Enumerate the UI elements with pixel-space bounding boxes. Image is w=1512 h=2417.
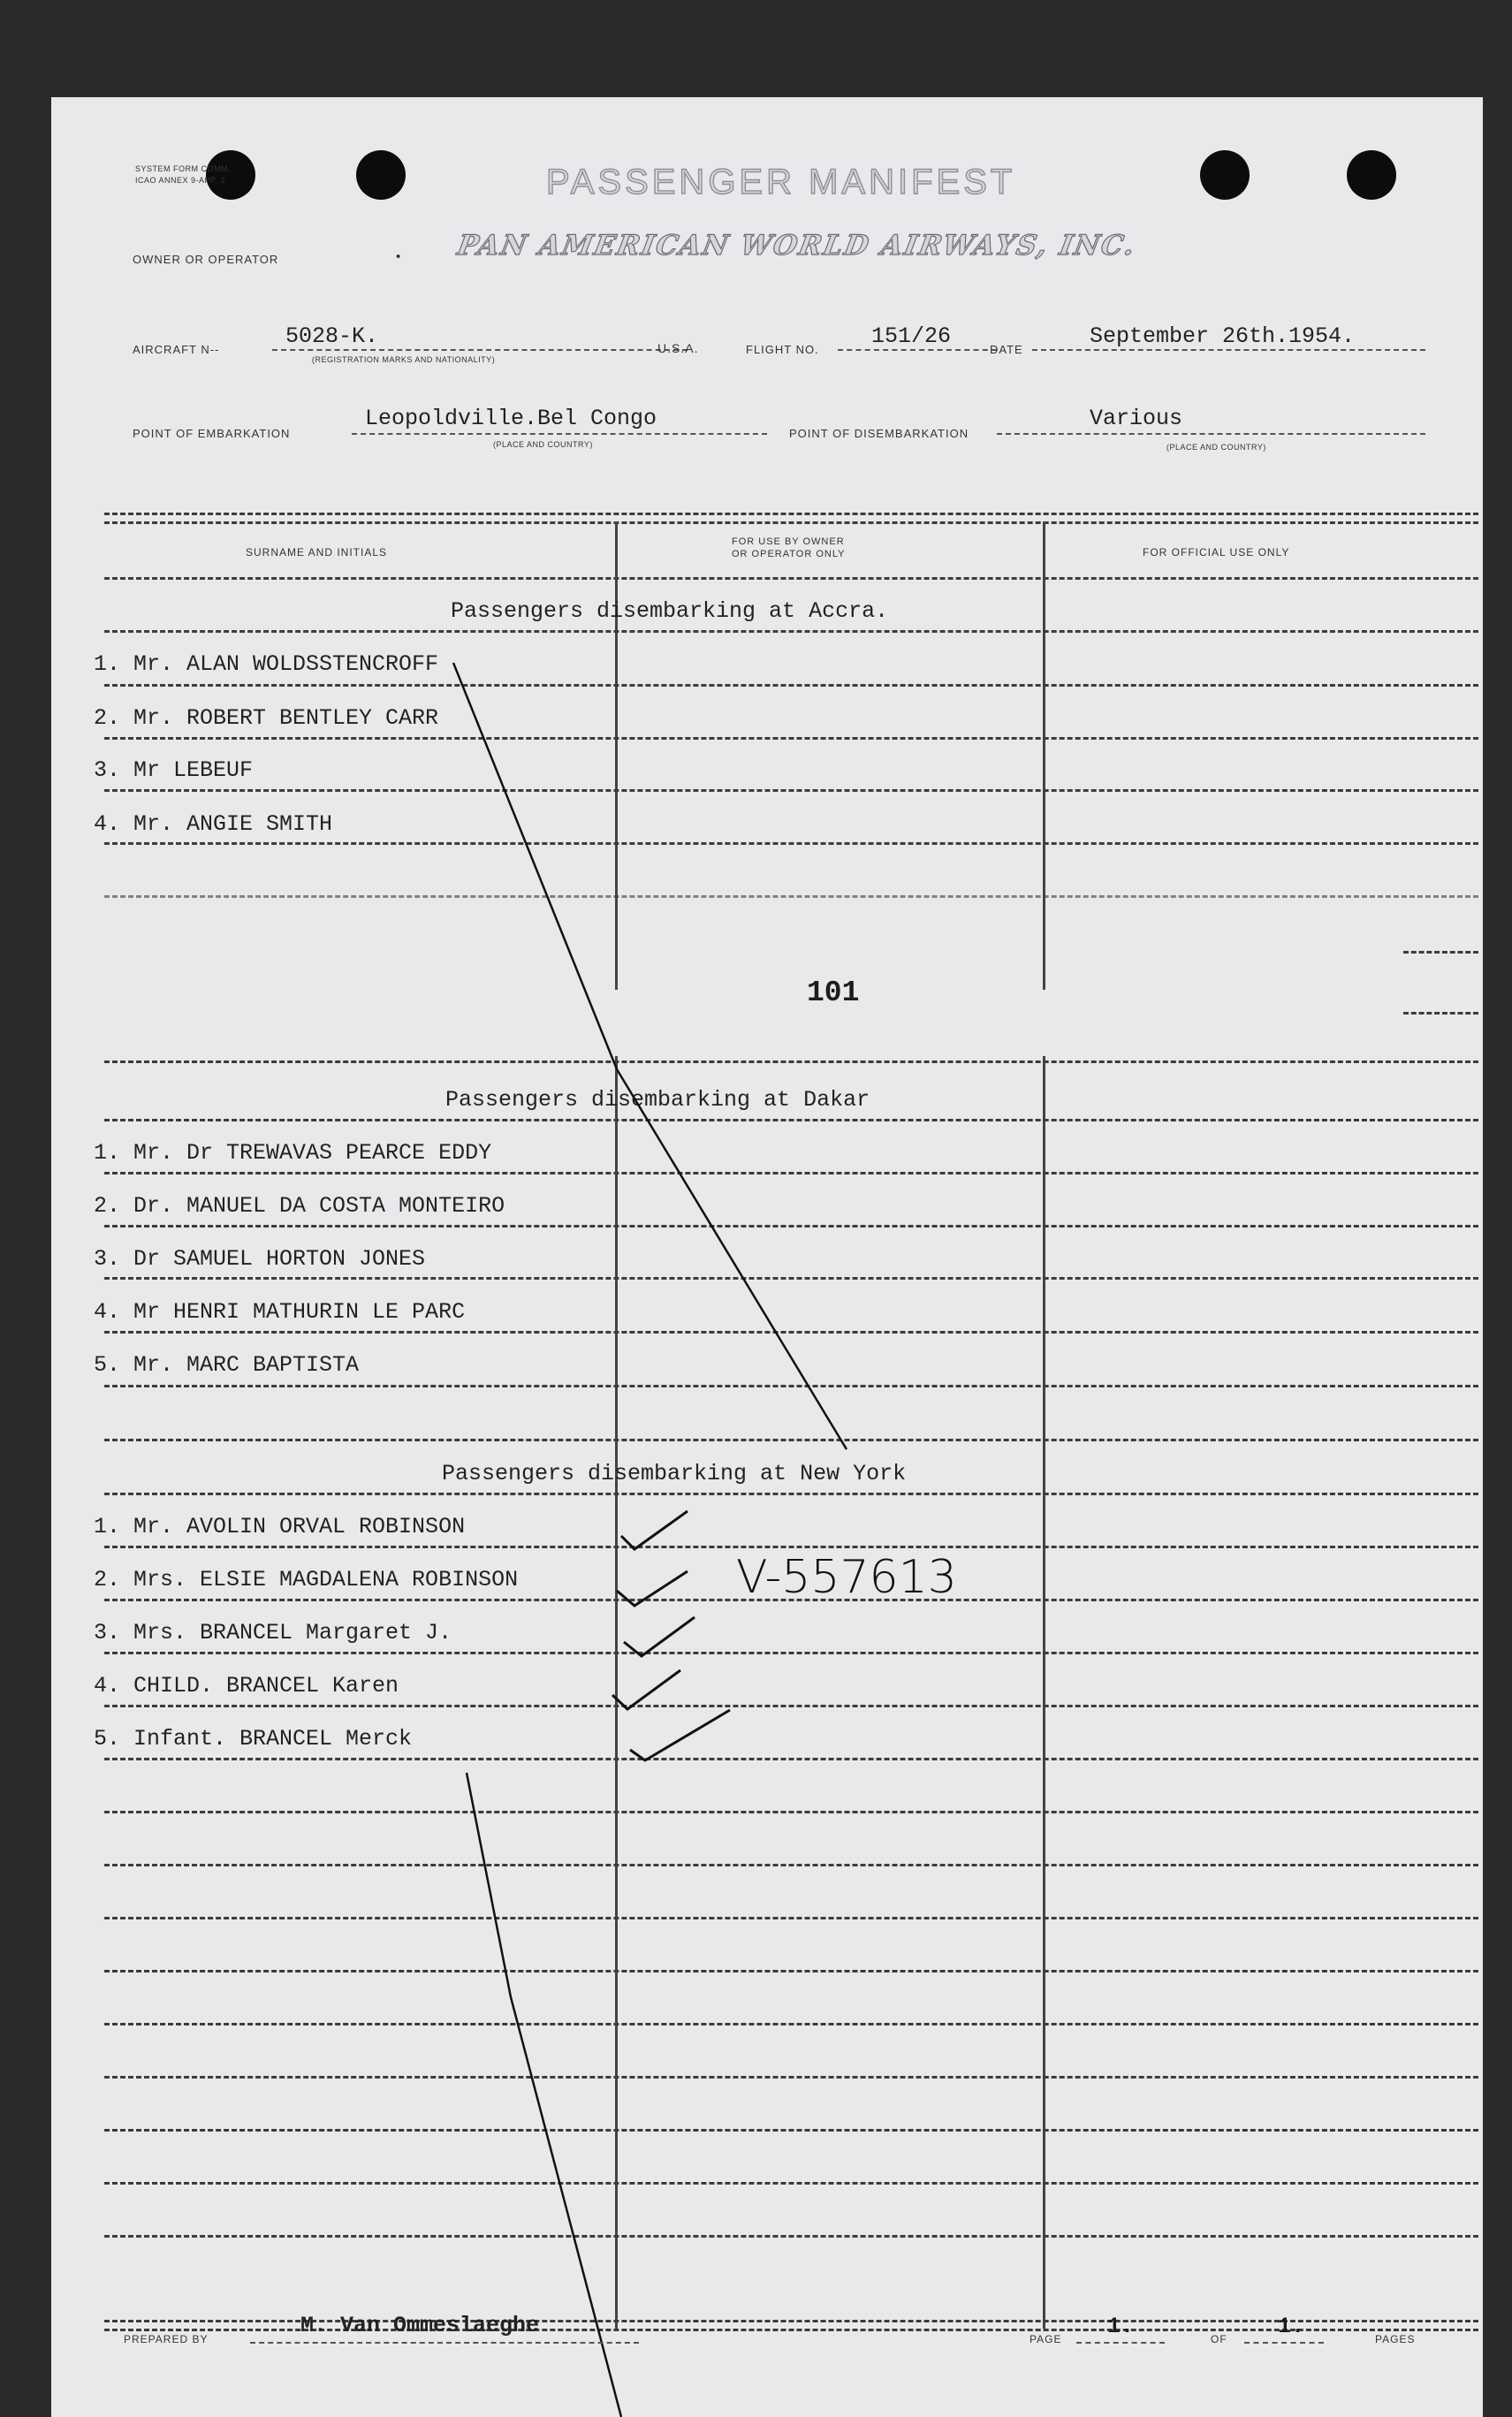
- col-header-surname: SURNAME AND INITIALS: [246, 546, 388, 559]
- list-item: 1. Mr. AVOLIN ORVAL ROBINSON: [94, 1514, 466, 1539]
- list-item: 4. Mr. ANGIE SMITH: [94, 811, 333, 837]
- handwritten-number: V-557613: [736, 1551, 957, 1604]
- page-total: 1.: [1278, 2314, 1305, 2339]
- flight-value: 151/26: [871, 323, 952, 349]
- embarkation-sublabel: (PLACE AND COUNTRY): [493, 440, 593, 449]
- col-header-operator-line1: FOR USE BY OWNER: [732, 536, 845, 547]
- handwritten-marks: [51, 97, 1483, 2417]
- country-label: U.S.A.: [657, 341, 699, 355]
- of-label: OF: [1211, 2333, 1227, 2345]
- list-item: 3. Mrs. BRANCEL Margaret J.: [94, 1620, 452, 1646]
- check-mark-icon: [624, 1617, 695, 1656]
- disembarkation-sublabel: (PLACE AND COUNTRY): [1166, 443, 1266, 452]
- form-corner-line2: ICAO ANNEX 9-APP. 2: [135, 176, 225, 185]
- embarkation-value: Leopoldville.Bel Congo: [365, 406, 657, 431]
- col-header-official: FOR OFFICIAL USE ONLY: [1143, 546, 1290, 559]
- prepared-by-value: M. Van Ommeslaeghe: [300, 2313, 540, 2338]
- list-item: 5. Mr. MARC BAPTISTA: [94, 1352, 360, 1378]
- page-number: 1.: [1107, 2314, 1135, 2339]
- embarkation-label: POINT OF EMBARKATION: [133, 427, 291, 440]
- manifest-sheet: [51, 97, 1483, 2417]
- strike-line: [453, 663, 847, 1449]
- check-mark-icon: [612, 1670, 680, 1709]
- owner-label: OWNER OR OPERATOR: [133, 253, 279, 266]
- form-corner-line1: SYSTEM FORM COMM.: [135, 164, 231, 173]
- check-mark-icon: [617, 1571, 688, 1606]
- owner-value: PAN AMERICAN WORLD AIRWAYS, INC.: [454, 230, 1139, 262]
- aircraft-label: AIRCRAFT N--: [133, 343, 220, 356]
- date-value: September 26th.1954.: [1090, 323, 1356, 349]
- list-item: 4. Mr HENRI MATHURIN LE PARC: [94, 1299, 466, 1325]
- flight-label: FLIGHT NO.: [746, 343, 819, 356]
- group-heading-dakar: Passengers disembarking at Dakar: [445, 1087, 870, 1113]
- list-item: 2. Mrs. ELSIE MAGDALENA ROBINSON: [94, 1567, 519, 1592]
- prepared-by-label: PREPARED BY: [124, 2333, 209, 2345]
- page-label: PAGE: [1030, 2333, 1062, 2345]
- list-item: 1. Mr. Dr TREWAVAS PEARCE EDDY: [94, 1140, 492, 1166]
- disembarkation-value: Various: [1090, 406, 1183, 431]
- page-total-underline: [1244, 2342, 1324, 2344]
- page-stamp-number: 101: [807, 977, 860, 1009]
- list-item: 5. Infant. BRANCEL Merck: [94, 1726, 413, 1752]
- list-item: 2. Mr. ROBERT BENTLEY CARR: [94, 705, 439, 731]
- col-header-operator-line2: OR OPERATOR ONLY: [732, 549, 846, 559]
- page-title: PASSENGER MANIFEST: [546, 163, 1016, 201]
- pages-label: PAGES: [1375, 2333, 1416, 2345]
- disembarkation-label: POINT OF DISEMBARKATION: [789, 427, 969, 440]
- group-heading-accra: Passengers disembarking at Accra.: [451, 598, 889, 624]
- group-heading-new-york: Passengers disembarking at New York: [442, 1461, 907, 1486]
- prepared-by-underline: [250, 2342, 639, 2344]
- aircraft-value: 5028-K.: [285, 323, 379, 349]
- page-underline: [1076, 2342, 1165, 2344]
- list-item: 3. Dr SAMUEL HORTON JONES: [94, 1246, 426, 1272]
- owner-bullet: •: [396, 249, 402, 264]
- list-item: 2. Dr. MANUEL DA COSTA MONTEIRO: [94, 1193, 505, 1219]
- check-mark-icon: [621, 1511, 688, 1549]
- check-mark-icon: [630, 1710, 730, 1760]
- list-item: 1. Mr. ALAN WOLDSSTENCROFF: [94, 651, 439, 677]
- date-label: DATE: [990, 343, 1023, 356]
- list-item: 3. Mr LEBEUF: [94, 757, 254, 783]
- aircraft-sublabel: (REGISTRATION MARKS AND NATIONALITY): [312, 355, 496, 364]
- list-item: 4. CHILD. BRANCEL Karen: [94, 1673, 399, 1699]
